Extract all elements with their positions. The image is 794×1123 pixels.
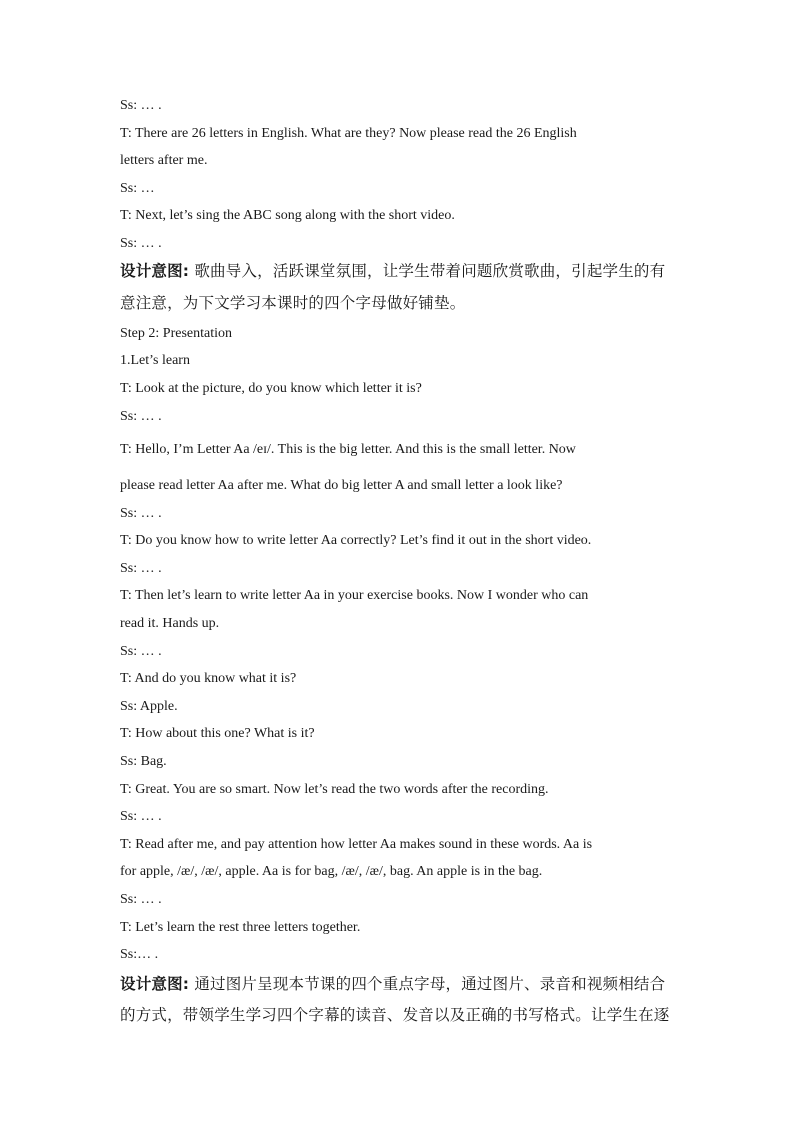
dialogue-line: T: How about this one? What is it? bbox=[120, 726, 315, 741]
dialogue-line: T: There are 26 letters in English. What are they? Now please read the 26 English bbox=[120, 126, 577, 141]
dialogue-line: Ss: … . bbox=[120, 409, 162, 424]
dialogue-line: Ss: … . bbox=[120, 98, 162, 113]
design-intent-paragraph bbox=[120, 262, 665, 280]
dialogue-line: Ss: … . bbox=[120, 644, 162, 659]
design-intent-text: 的方式，带领学生学习四个字幕的读音、发音以及正确的书写格式。让学生在逐 bbox=[120, 1006, 670, 1024]
dialogue-line: T: Look at the picture, do you know which letter it is? bbox=[120, 381, 422, 396]
dialogue-line: T: Do you know how to write letter Aa correctly? Let’s find it out in the short video. bbox=[120, 533, 592, 548]
dialogue-line: Ss: Apple. bbox=[120, 699, 178, 714]
dialogue-line: T: Next, let’s sing the ABC song along with the short video. bbox=[120, 208, 455, 223]
dialogue-line: read it. Hands up. bbox=[120, 616, 220, 631]
dialogue-line: Ss: … . bbox=[120, 561, 162, 576]
design-intent-text: 通过图片呈现本节课的四个重点字母，通过图片、录音和视频相结合 bbox=[189, 975, 666, 993]
dialogue-line: Ss: … . bbox=[120, 506, 162, 521]
dialogue-line: T: Hello, I’m Letter Aa /eɪ/. This is the big letter. And this is the small letter. Now bbox=[120, 442, 576, 457]
step-heading: Step 2: Presentation bbox=[120, 326, 232, 341]
dialogue-line: please read letter Aa after me. What do big letter A and small letter a look like? bbox=[120, 478, 563, 493]
subsection-heading: 1.Let’s learn bbox=[120, 353, 190, 368]
dialogue-line: Ss: … . bbox=[120, 236, 162, 251]
dialogue-line: T: Great. You are so smart. Now let’s read the two words after the recording. bbox=[120, 782, 549, 797]
design-intent-text: 歌曲导入，活跃课堂氛围，让学生带着问题欣赏歌曲，引起学生的有 bbox=[189, 262, 666, 280]
dialogue-line: T: Read after me, and pay attention how letter Aa makes sound in these words. Aa is bbox=[120, 837, 593, 852]
dialogue-line: for apple, /æ/, /æ/, apple. Aa is for bag, /æ/, /æ/, bag. An apple is in the bag. bbox=[120, 864, 543, 879]
dialogue-line: letters after me. bbox=[120, 153, 208, 168]
design-intent-text: 意注意，为下文学习本课时的四个字母做好铺垫。 bbox=[120, 294, 466, 312]
dialogue-line: T: Let’s learn the rest three letters together. bbox=[120, 920, 361, 935]
dialogue-line: T: And do you know what it is? bbox=[120, 671, 297, 686]
dialogue-line: Ss: … bbox=[120, 181, 155, 196]
dialogue-line: Ss: … . bbox=[120, 892, 162, 907]
design-intent-label: 设计意图: bbox=[120, 975, 190, 993]
design-intent-label: 设计意图: bbox=[120, 262, 190, 280]
dialogue-line: Ss: … . bbox=[120, 809, 162, 824]
design-intent-paragraph bbox=[120, 975, 665, 993]
dialogue-line: Ss: Bag. bbox=[120, 754, 167, 769]
dialogue-line: T: Then let’s learn to write letter Aa in your exercise books. Now I wonder who can bbox=[120, 588, 589, 603]
dialogue-line: Ss:… . bbox=[120, 947, 159, 962]
